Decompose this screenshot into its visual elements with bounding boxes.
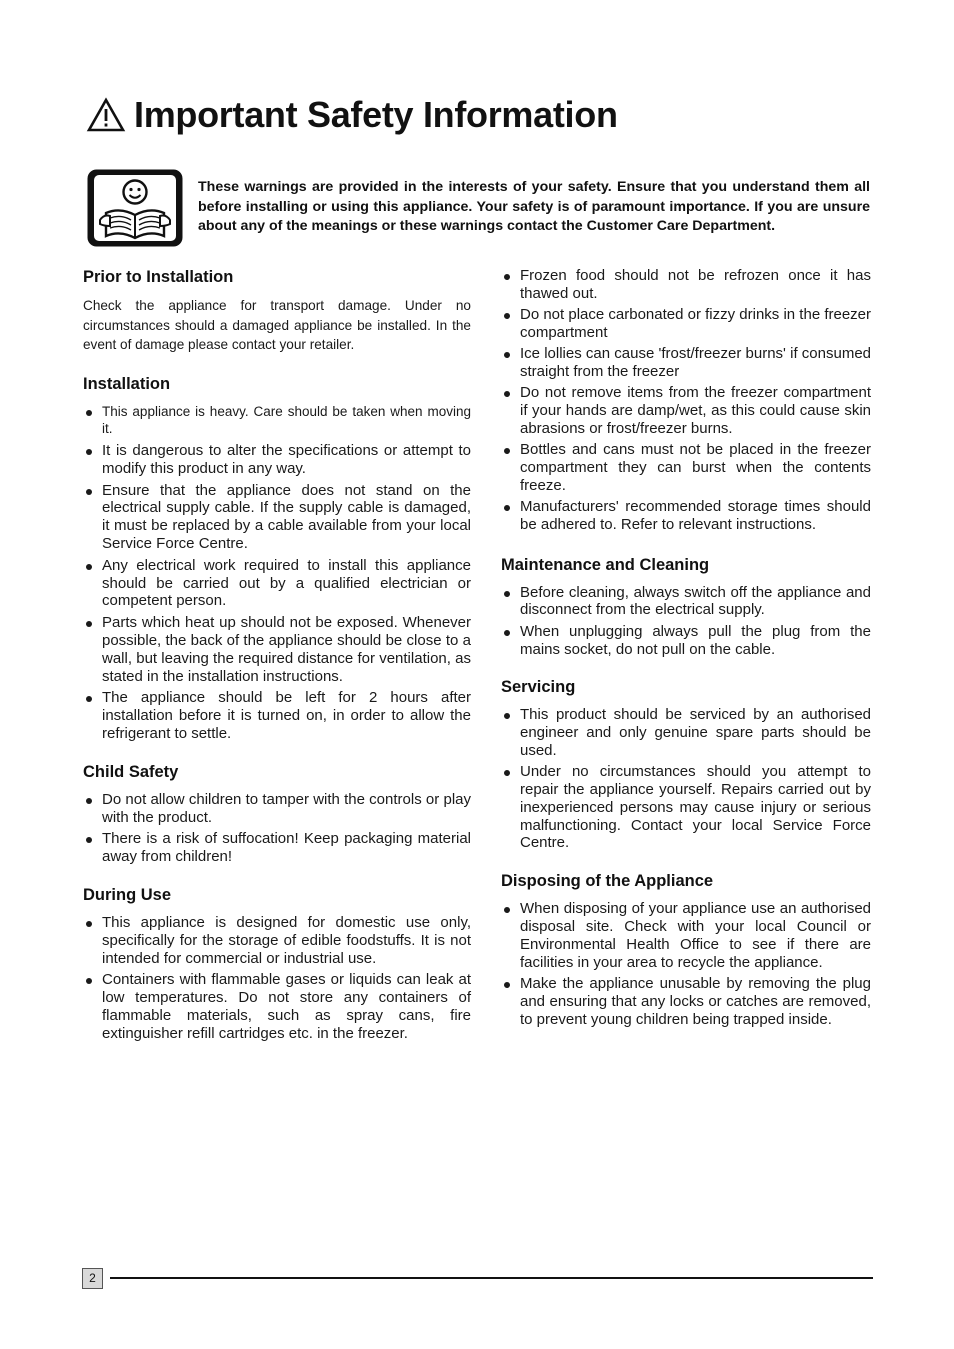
disposing-section <box>501 870 871 1028</box>
child-safety-section <box>83 761 471 866</box>
list-item: Make the appliance unusable by removing the plug and ensuring that any locks or catches are removed, to prevent young children being trapped inside. <box>501 975 871 1028</box>
warning-triangle-icon <box>86 97 126 133</box>
section-paragraph: Check the appliance for transport damage. Under no circumstances should a damaged appliance be installed. In the event of damage please contact your retailer. <box>83 298 471 352</box>
list-item: Under no circumstances should you attempt to repair the appliance yourself. Repairs carried out by inexperienced persons may cause injury or serious malfunctioning. Contact your local Service Force Centre. <box>501 763 871 852</box>
bullet-list <box>501 267 871 534</box>
list-item: Frozen food should not be refrozen once it has thawed out. <box>501 267 871 303</box>
list-item: Ice lollies can cause 'frost/freezer burns' if consumed straight from the freezer <box>501 345 871 381</box>
list-item: Before cleaning, always switch off the appliance and disconnect from the electrical supply. <box>501 584 871 620</box>
page-number: 2 <box>82 1268 103 1289</box>
list-item: Containers with flammable gases or liquids can leak at low temperatures. Do not store any containers of flammable materials, such as spray cans, fire extinguisher refill cartridges etc. in the freezer. <box>83 971 471 1042</box>
list-item: Parts which heat up should not be exposed. Whenever possible, the back of the appliance should be close to a wall, but leaving the required distance for ventilation, as stated in the installation instructions. <box>83 614 471 685</box>
list-item: Do not place carbonated or fizzy drinks in the freezer compartment <box>501 306 871 342</box>
section-heading: Maintenance and Cleaning <box>501 555 710 574</box>
list-item: It is dangerous to alter the specifications or attempt to modify this product in any way. <box>83 442 471 478</box>
list-item: The appliance should be left for 2 hours after installation before it is turned on, in order to allow the refrigerant to settle. <box>83 689 471 742</box>
right-column <box>501 266 871 1044</box>
section-heading: Disposing of the Appliance <box>501 872 714 891</box>
section-heading: During Use <box>83 886 172 905</box>
list-item: Manufacturers' recommended storage times should be adhered to. Refer to relevant instructions. <box>501 498 871 534</box>
during-use-section <box>83 884 471 1043</box>
list-item: Do not allow children to tamper with the controls or play with the product. <box>83 791 471 827</box>
bullet-list <box>501 706 871 852</box>
list-item: Bottles and cans must not be placed in the freezer compartment they can burst when the contents freeze. <box>501 441 871 494</box>
read-manual-icon <box>86 168 184 248</box>
page-title: Important Safety Information <box>134 94 618 135</box>
section-heading: Installation <box>83 374 171 393</box>
list-item: This appliance is designed for domestic use only, specifically for the storage of edible foodstuffs. It is not intended for commercial or industrial use. <box>83 914 471 967</box>
list-item: This product should be serviced by an authorised engineer and only genuine spare parts should be used. <box>501 706 871 759</box>
prior-to-installation-section <box>83 266 471 355</box>
bullet-list <box>501 900 871 1028</box>
list-item: When disposing of your appliance use an authorised disposal site. Check with your local Council or Environmental Health Office to see if there are facilities in your area to recycle the appliance. <box>501 900 871 971</box>
bullet-list <box>83 914 471 1043</box>
list-item: There is a risk of suffocation! Keep packaging material away from children! <box>83 830 471 866</box>
list-item: When unplugging always pull the plug from the mains socket, do not pull on the cable. <box>501 623 871 659</box>
footer-divider <box>110 1277 873 1279</box>
section-heading: Servicing <box>501 678 576 697</box>
section-heading: Prior to Installation <box>83 268 234 286</box>
installation-section <box>83 373 471 743</box>
maintenance-section <box>501 554 871 659</box>
bullet-list <box>83 403 471 743</box>
bullet-list <box>83 791 471 866</box>
bullet-list <box>501 584 871 659</box>
page-title-row <box>86 92 618 138</box>
intro-warning-text: These warnings are provided in the interests of your safety. Ensure that you understand them all before installing or using this appliance. Your safety is of paramount importance. If you are unsure about any of the meanings or these warnings contact the Customer Care Department. <box>198 179 870 234</box>
section-heading: Child Safety <box>83 762 179 781</box>
servicing-section <box>501 676 871 852</box>
list-item: Any electrical work required to install this appliance should be carried out by a qualified electrician or competent person. <box>83 557 471 610</box>
list-item: Do not remove items from the freezer compartment if your hands are damp/wet, as this could cause skin abrasions or frost/freezer burns. <box>501 384 871 437</box>
list-item: Ensure that the appliance does not stand on the electrical supply cable. If the supply cable is damaged, it must be replaced by a cable available from your local Service Force Centre. <box>83 482 471 553</box>
during-use-continued-section <box>501 267 871 534</box>
list-item: This appliance is heavy. Care should be taken when moving it. <box>83 403 471 439</box>
left-column <box>83 266 471 1059</box>
